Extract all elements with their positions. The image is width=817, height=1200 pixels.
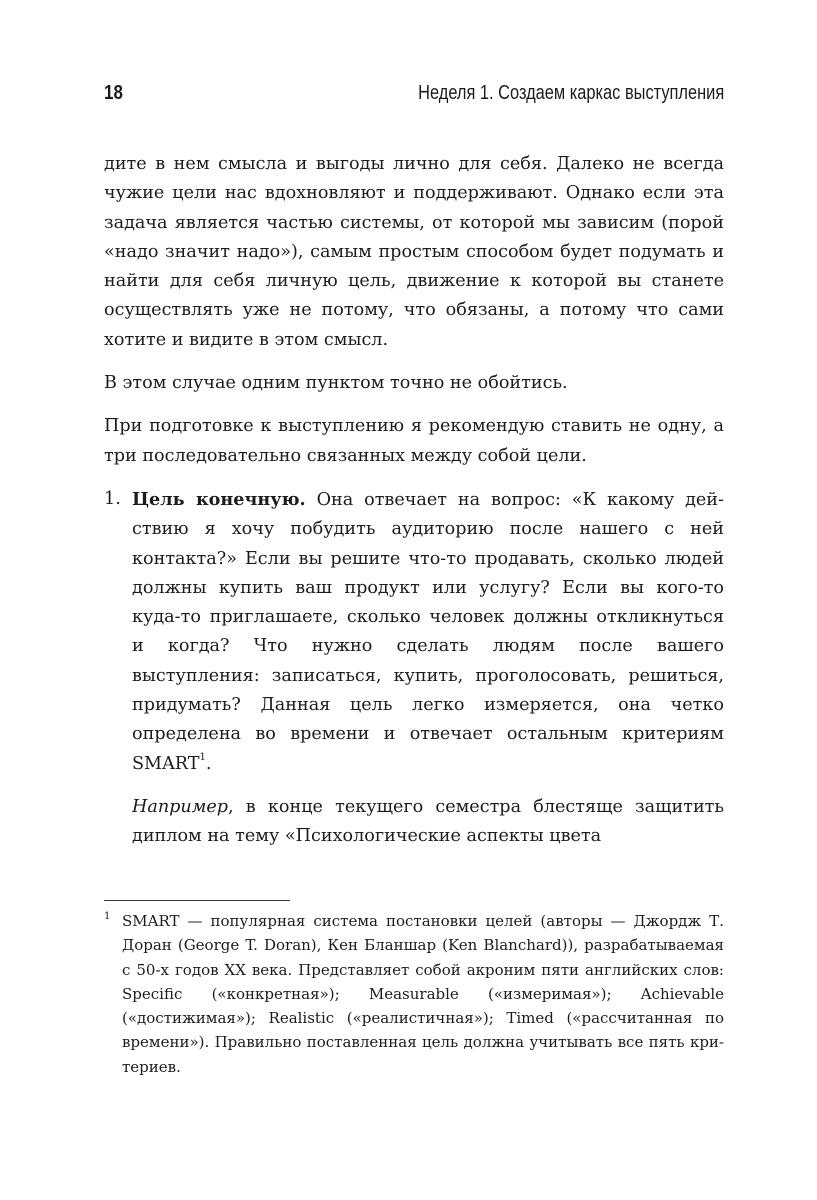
list-item: [104, 485, 724, 852]
list-item-number: 1.: [104, 488, 121, 509]
list-item-body: Она отвечает на вопрос: «К какому действию я хочу побудить аудиторию после нашего с ней контакта?» Если вы решите что-то продавать, сколько людей должны купить ваш продукт или услугу? Если вы кого-то куда-то приглашаете, сколько человек должны откликнуться и когда? Что нужно сделать людям после вашего выступления: записаться, купить, проголосовать, решиться, придумать? Данная цель легко измеряется, она четко определена во времени и отвечает остальным критериям SMART: [132, 489, 724, 774]
goals-list: [104, 485, 724, 852]
footnote-divider: [104, 900, 290, 901]
list-item-body-end: .: [205, 753, 212, 774]
running-head: Неделя 1. Создаем каркас выступления: [417, 82, 724, 104]
example-text: , в конце текущего семестра блестяще защитить диплом на тему «Психологические аспекты цвета: [132, 796, 724, 847]
example-label: Например: [132, 796, 229, 817]
footnote: [104, 909, 724, 1079]
footnote-reference[interactable]: 1: [199, 751, 206, 763]
example-paragraph: [132, 793, 724, 852]
footnote-mark: 1: [104, 911, 111, 922]
page-number: 18: [104, 82, 123, 104]
footnote-text: SMART — популярная система постановки целей (авторы — Джордж Т. Доран (George T. Doran), Кен Бланшар (Ken Blanchard)), разрабатываемая с 50-х годов XX века. Представляет собой акроним пяти английских слов: Specific («конкретная»); Measurable («измеримая»); Achievable («достижимая»); Realistic («реалистичная»); Timed («рассчитанная по времени»). Правильно поставленная цель должна учитывать все пять критериев.: [122, 912, 724, 1076]
list-item-term: Цель конечную.: [132, 488, 306, 510]
list-item-text: [132, 485, 724, 779]
body-text: [104, 150, 724, 866]
page-header: [104, 82, 724, 112]
paragraph: дите в нем смысла и выгоды лично для себя. Далеко не всегда чужие цели нас вдохновляют и поддерживают. Однако если эта задача является частью системы, от которой мы зависим (порой «надо значит надо»), самым простым способом будет подумать и найти для себя личную цель, движение к которой вы станете осуществлять уже не потому, что обязаны, а потому что сами хотите и видите в этом смысл.: [104, 154, 724, 350]
paragraph: В этом случае одним пунктом точно не обойтись.: [104, 373, 568, 394]
paragraph: При подготовке к выступлению я рекомендую ставить не одну, а три последовательно связанных между собой цели.: [104, 416, 724, 466]
